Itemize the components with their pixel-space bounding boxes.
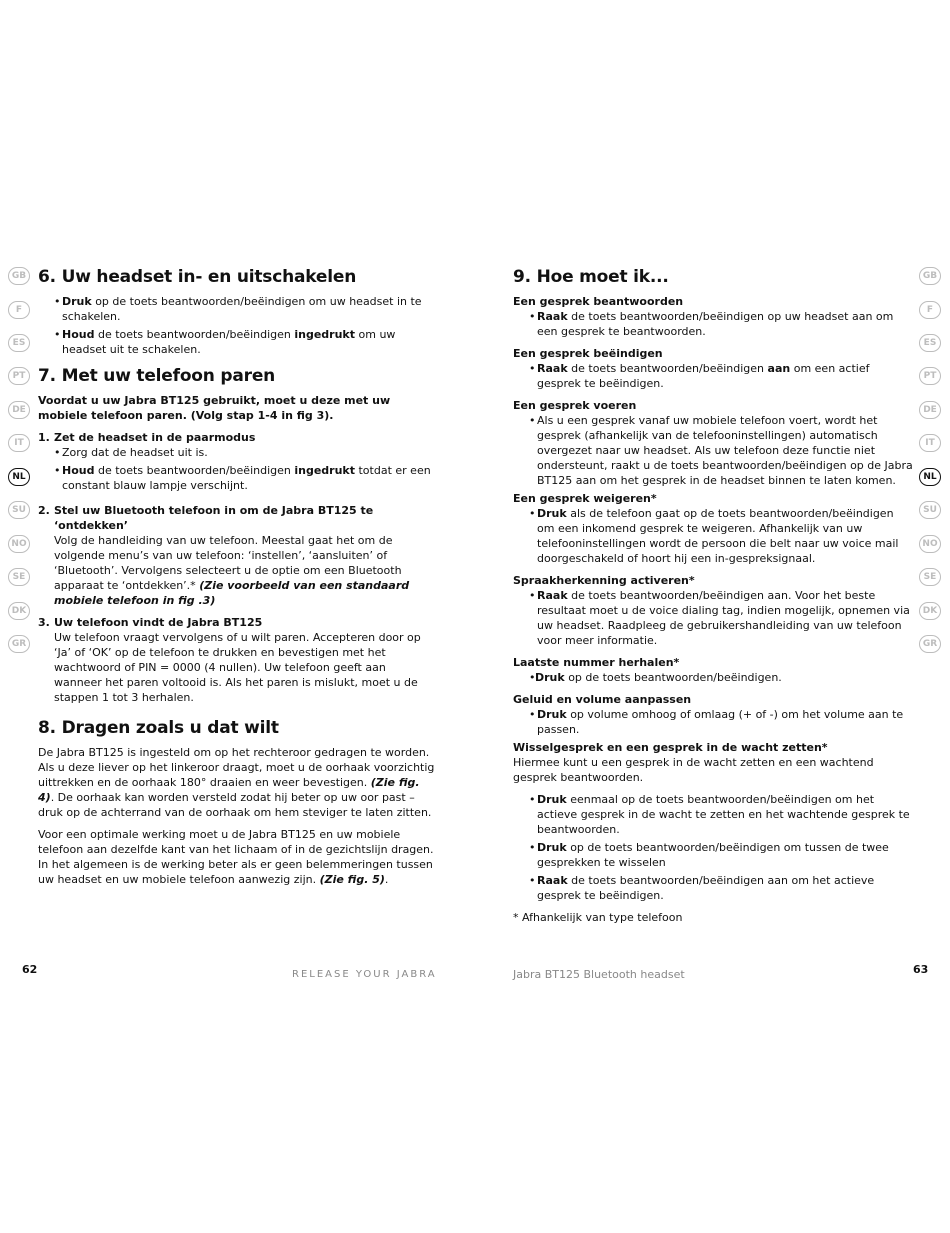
howto-reject [513,491,913,566]
section-title: 6. Uw headset in- en uitschakelen [38,267,357,287]
step-text: Uw telefoon vraagt vervolgens of u wilt paren. Accepteren door op ‘Ja’ of ‘OK’ op de telefoon te drukken en bevestigen met het wachtwoord of PIN = 0000 (4 nullen). Uw telefoon geeft aan wanneer het paren voltooid is. Als het paren is mislukt, moet u de stappen 1 tot 3 herhalen. [54,631,421,704]
emphasis: aan [767,362,791,375]
item-text: op de toets beantwoorden/beëindigen om tussen de twee gesprekken te wisselen [537,841,889,869]
lang-tab-de: DE [8,401,30,419]
step-1 [38,430,436,445]
paragraph: Hiermee kunt u een gesprek in de wacht zetten en een wachtend gesprek beantwoorden. [513,756,874,784]
product-name: Jabra BT125 Bluetooth headset [513,968,685,981]
emphasis: Raak [537,362,568,375]
lang-tab-se: SE [8,568,30,586]
item-text: de toets beantwoorden/beëindigen aan. Voor het beste resultaat moet u de voice dialing tag, indien mogelijk, opnemen via uw headset. Raadpleeg de gebruikershandleiding van uw telefoon voor meer informatie. [537,589,910,647]
howto-make [513,398,913,488]
list-item [513,506,913,566]
item-text: de toets beantwoorden/beëindigen aan om het actieve gesprek te beëindigen. [537,874,875,902]
list-item [513,873,913,903]
paragraph-text: Voor een optimale werking moet u de Jabra BT125 en uw mobiele telefoon aan dezelfde kant van het lichaam of in de gezichtslijn dragen. In het algemeen is de werking beter als er geen belemmeringen tussen uw headset en uw mobiele telefoon aanwezig zijn. [38,828,434,886]
howto-answer [513,294,913,339]
section-pairing [38,365,436,705]
section-title: 9. Hoe moet ik... [513,267,669,287]
item-text: als de telefoon gaat op de toets beantwoorden/beëindigen om een inkomend gesprek te weigeren. Afhankelijk van uw telefooninstellingen wordt de persoon die belt naar uw voice mail doorgeschakeld of hoort hij een in-gespreksignaal. [537,507,899,565]
paragraph-text: . De oorhaak kan worden versteld zodat hij beter op uw oor past – druk op de achterrand van de oorhaak om hem steviger te laten zitten. [38,791,432,819]
list-item [513,361,913,391]
emphasis: ingedrukt [294,328,355,341]
lang-tab-es: ES [919,334,941,352]
emphasis: Houd [62,464,95,477]
howto-volume [513,692,913,737]
item-text: totdat er een constant blauw lampje verschijnt. [62,464,431,492]
subsection-title: Een gesprek voeren [513,399,637,412]
lang-tab-de: DE [919,401,941,419]
list-item [513,309,913,339]
emphasis: Druk [537,708,567,721]
emphasis: Raak [537,874,568,887]
howto-voice [513,573,913,648]
lang-tab-dk: DK [919,602,941,620]
section-title: 8. Dragen zoals u dat wilt [38,718,279,738]
left-column [38,266,436,887]
step-title: Zet de headset in de paarmodus [54,431,256,444]
step-text: Volg de handleiding van uw telefoon. Meestal gaat het om de volgende menu’s van uw telefoon: ‘instellen’, ‘aansluiten’ of ‘Bluetooth’. Vervolgens selecteert u de optie om een Bluetooth apparaat te ‘ontdekken’.* [54,534,402,592]
page-number-right: 63 [913,963,929,976]
emphasis: ingedrukt [294,464,355,477]
emphasis: Druk [537,507,567,520]
emphasis: Houd [62,328,95,341]
lang-tab-gb: GB [8,267,30,285]
emphasis: Druk [537,793,567,806]
lang-tab-gb: GB [919,267,941,285]
step-2 [38,503,436,608]
step-title: Uw telefoon vindt de Jabra BT125 [54,616,263,629]
lang-tab-it: IT [919,434,941,452]
step-3 [38,615,436,705]
figure-reference: (Zie voorbeeld van een standaard mobiele telefoon in fig .3) [54,579,410,607]
subsection-title: Geluid en volume aanpassen [513,693,692,706]
paragraph [38,827,436,887]
section-title: 7. Met uw telefoon paren [38,366,276,386]
item-text: eenmaal op de toets beantwoorden/beëindigen om het actieve gesprek in de wacht te zetten en het wachtende gesprek te beantwoorden. [537,793,910,836]
lang-tab-no: NO [919,535,941,553]
howto-end [513,346,913,391]
lang-tab-no: NO [8,535,30,553]
emphasis: Druk [62,295,92,308]
item-text: op de toets beantwoorden/beëindigen. [564,671,782,684]
subsection-title: Een gesprek weigeren* [513,492,657,505]
emphasis: Druk [537,841,567,854]
list-item [38,463,436,493]
paragraph-text: De Jabra BT125 is ingesteld om op het rechteroor gedragen te worden. Als u deze liever op het linkeroor draagt, moet u de oorhaak voorzichtig uittrekken en de oorhaak 180° draaien en weer bevestigen. [38,746,435,789]
footnote: * Afhankelijk van type telefoon [513,911,683,924]
figure-reference: (Zie fig. 5) [319,873,385,886]
paragraph [38,745,436,820]
emphasis: Druk [535,671,565,684]
section-wearing [38,717,436,887]
subsection-title: Spraakherkenning activeren* [513,574,695,587]
list-item [513,588,913,648]
lang-tab-dk: DK [8,602,30,620]
emphasis: Raak [537,310,568,323]
bullet-list [38,445,436,493]
list-item [513,670,913,685]
lang-tab-gr: GR [8,635,30,653]
lang-tab-pt: PT [8,367,30,385]
lang-tab-f: F [919,301,941,319]
subsection-title: Een gesprek beantwoorden [513,295,684,308]
howto-redial [513,655,913,685]
subsection-title: Laatste nummer herhalen* [513,656,680,669]
figure-reference: (Zie fig. 4) [38,776,420,804]
paragraph-text: . [384,873,389,886]
lang-tab-gr: GR [919,635,941,653]
bullet-list [38,294,436,357]
item-text: om uw headset uit te schakelen. [62,328,396,356]
list-item [38,294,436,324]
right-column [513,266,913,925]
item-text: op de toets beantwoorden/beëindigen om uw headset in te schakelen. [62,295,422,323]
item-text: de toets beantwoorden/beëindigen op uw headset aan om een gesprek te beantwoorden. [537,310,894,338]
subsection-title: Een gesprek beëindigen [513,347,663,360]
step-number: 1. [38,431,50,444]
lang-tab-pt: PT [919,367,941,385]
step-number: 3. [38,616,50,629]
item-text: de toets beantwoorden/beëindigen [94,328,295,341]
item-text: om een actief gesprek te beëindigen. [537,362,870,390]
lang-tab-su: SU [8,501,30,519]
lang-tab-nl: NL [919,468,941,486]
list-item [513,792,913,837]
section-power [38,266,436,357]
howto-waiting [513,740,913,903]
list-item [513,707,913,737]
lang-tab-es: ES [8,334,30,352]
lang-tab-it: IT [8,434,30,452]
step-number: 2. [38,504,50,517]
intro-text: Voordat u uw Jabra BT125 gebruikt, moet u deze met uw mobiele telefoon paren. (Volg stap 1-4 in fig 3). [38,394,391,422]
tagline: RELEASE YOUR JABRA [292,969,437,980]
lang-tab-nl: NL [8,468,30,486]
item-text: de toets beantwoorden/beëindigen [94,464,295,477]
step-title: Stel uw Bluetooth telefoon in om de Jabra BT125 te ‘ontdekken’ [54,504,374,532]
item-text: de toets beantwoorden/beëindigen [567,362,768,375]
list-item [513,840,913,870]
list-item [38,327,436,357]
list-item: • Zorg dat de headset uit is. [38,445,436,460]
lang-tab-f: F [8,301,30,319]
subsection-title: Wisselgesprek en een gesprek in de wacht zetten* [513,741,828,754]
page-number-left: 62 [22,963,38,976]
lang-tab-su: SU [919,501,941,519]
emphasis: Raak [537,589,568,602]
item-text: op volume omhoog of omlaag (+ of -) om het volume aan te passen. [537,708,904,736]
lang-tab-se: SE [919,568,941,586]
list-item: • Als u een gesprek vanaf uw mobiele telefoon voert, wordt het gesprek (afhankelijk van de telefooninstellingen) automatisch overgezet naar uw headset. Als uw telefoon deze functie niet ondersteunt, raakt u de toets beantwoorden/beëindigen op de Jabra BT125 aan om het gesprek in de headset binnen te laten komen. [513,413,913,488]
